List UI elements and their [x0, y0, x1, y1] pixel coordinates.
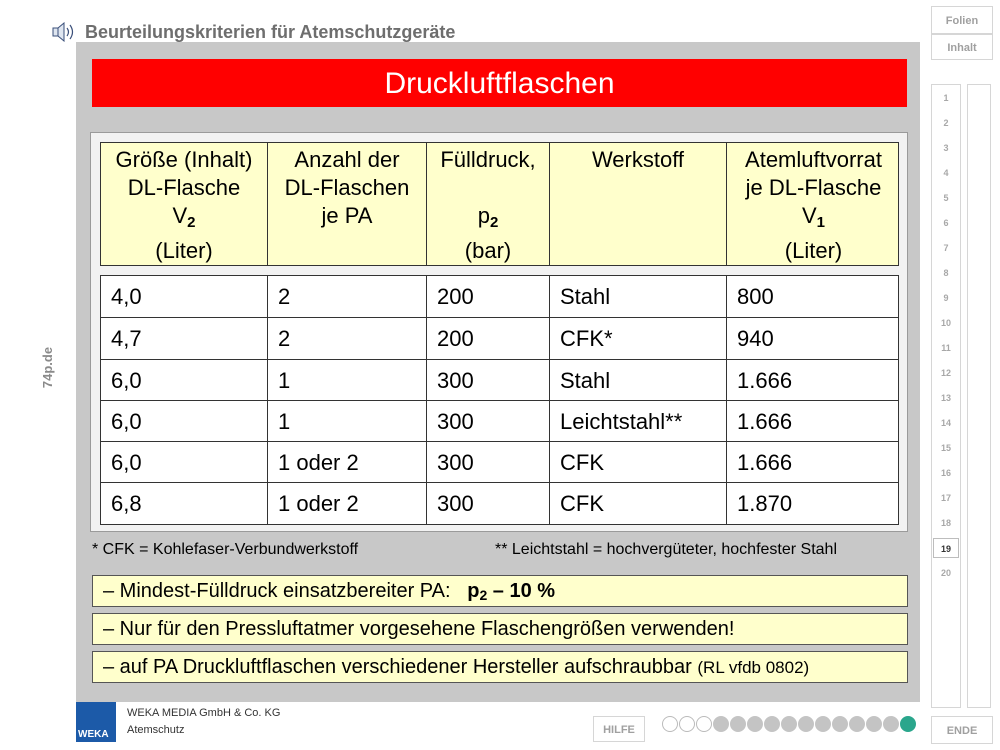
progress-dot[interactable]: [730, 716, 746, 732]
slide-link-16[interactable]: 16: [940, 468, 951, 478]
table-row: [101, 317, 898, 358]
footer-subject: Atemschutz: [127, 724, 185, 736]
header-cell-size: Größe (Inhalt) DL-Flasche $V_2$ (Liter): [115, 147, 253, 263]
slide-link-4[interactable]: 4: [943, 168, 949, 178]
table-cell: Stahl: [549, 276, 726, 317]
table-cell: 6,0: [111, 408, 142, 434]
progress-dot[interactable]: [696, 716, 712, 732]
slide-number-list: [931, 84, 961, 708]
table-cell: 1.666: [726, 401, 900, 442]
table-body: [100, 275, 899, 525]
note-min-pressure: – Mindest-Fülldruck einsatzbereiter PA: $p_2 - 10$ %: [92, 575, 908, 607]
table-row: [101, 400, 898, 441]
table-cell: 6,0: [111, 367, 142, 393]
table-cell: 6,8: [111, 491, 142, 517]
slide-link-8[interactable]: 8: [943, 268, 949, 278]
progress-dot[interactable]: [713, 716, 729, 732]
slide-link-19-current[interactable]: 19: [933, 538, 959, 558]
slide-link-18[interactable]: 18: [940, 518, 951, 528]
slide-progress: [662, 716, 916, 734]
header-cell-air-supply: Atemluftvorrat je DL-Flasche $V_1$ (Liter): [726, 143, 900, 265]
table-cell: Stahl: [549, 360, 726, 401]
table-cell: CFK*: [549, 318, 726, 359]
table-cell: 4,7: [111, 326, 142, 352]
progress-dot[interactable]: [747, 716, 763, 732]
table-cell: 1.666: [726, 360, 900, 401]
slide-link-10[interactable]: 10: [940, 318, 951, 328]
footnote-leichtstahl: ** Leichtstahl = hochvergüteter, hochfester Stahl: [495, 541, 837, 558]
table-cell: 1.870: [726, 483, 900, 524]
table-cell: 1 oder 2: [267, 483, 426, 524]
table-cell: 1 oder 2: [267, 442, 426, 483]
table-cell: 200: [426, 276, 549, 317]
slide-link-13[interactable]: 13: [940, 393, 951, 403]
table-row: [101, 359, 898, 400]
slide-link-3[interactable]: 3: [943, 143, 949, 153]
progress-dot[interactable]: [764, 716, 780, 732]
slide-link-20[interactable]: 20: [940, 568, 951, 578]
footnote-cfk: * CFK = Kohlefaser-Verbundwerkstoff: [92, 541, 359, 558]
progress-dot[interactable]: [679, 716, 695, 732]
progress-dot[interactable]: [798, 716, 814, 732]
slide-link-5[interactable]: 5: [943, 193, 949, 203]
scroll-track[interactable]: [967, 84, 991, 708]
weka-logo: WEKA: [76, 702, 116, 742]
inhalt-button[interactable]: Inhalt: [931, 34, 993, 60]
progress-dot[interactable]: [815, 716, 831, 732]
slide-link-15[interactable]: 15: [940, 443, 951, 453]
ende-button[interactable]: ENDE: [931, 716, 993, 744]
header-cell-material: Werkstoff: [549, 143, 726, 265]
progress-dot[interactable]: [781, 716, 797, 732]
table-header: [100, 142, 899, 266]
table-cell: 300: [426, 360, 549, 401]
table-cell: 2: [267, 318, 426, 359]
slide-link-11[interactable]: 11: [941, 343, 951, 353]
progress-dot[interactable]: [832, 716, 848, 732]
note-cylinder-sizes: – Nur für den Pressluftatmer vorgesehene Flaschengrößen verwenden!: [92, 613, 908, 645]
progress-dot[interactable]: [866, 716, 882, 732]
header-cell-count: Anzahl der DL-Flaschen je PA: [267, 143, 426, 265]
table-cell: Leichtstahl**: [549, 401, 726, 442]
folien-button[interactable]: Folien: [931, 6, 993, 34]
slide-link-9[interactable]: 9: [943, 293, 949, 303]
table-cell: 200: [426, 318, 549, 359]
slide-link-6[interactable]: 6: [943, 218, 949, 228]
progress-dot[interactable]: [883, 716, 899, 732]
slide-link-17[interactable]: 17: [940, 493, 951, 503]
table-cell: 940: [726, 318, 900, 359]
slide-title: Druckluftflaschen: [92, 59, 907, 107]
slide-link-7[interactable]: 7: [943, 243, 949, 253]
header-cell-pressure: Fülldruck, $p_2$ (bar): [426, 143, 549, 265]
table-cell: 6,0: [111, 450, 142, 476]
progress-dot-current[interactable]: [900, 716, 916, 732]
note-manufacturers: – auf PA Druckluftflaschen verschiedener Hersteller aufschraubbar (RL vfdb 0802): [92, 651, 908, 683]
table-cell: 800: [726, 276, 900, 317]
slide-link-12[interactable]: 12: [940, 368, 951, 378]
table-row: [101, 482, 898, 523]
progress-dot[interactable]: [849, 716, 865, 732]
table-cell: 300: [426, 442, 549, 483]
table-cell: 1: [267, 360, 426, 401]
table-cell: 4,0: [111, 284, 142, 309]
slide-link-14[interactable]: 14: [940, 418, 951, 428]
table-cell: 300: [426, 401, 549, 442]
table-cell: CFK: [549, 442, 726, 483]
hilfe-button[interactable]: HILFE: [593, 716, 645, 742]
table-row: [101, 276, 898, 317]
page-title: Beurteilungskriterien für Atemschutzgeräte: [85, 22, 456, 42]
footer-company: WEKA MEDIA GmbH & Co. KG: [127, 707, 281, 719]
progress-dot[interactable]: [662, 716, 678, 732]
table-row: [101, 441, 898, 482]
table-cell: 1: [267, 401, 426, 442]
speaker-icon[interactable]: [52, 22, 78, 42]
table-cell: 300: [426, 483, 549, 524]
table-cell: CFK: [549, 483, 726, 524]
slide-link-2[interactable]: 2: [943, 118, 949, 128]
side-watermark: 74p.de: [40, 346, 56, 389]
table-cell: 1.666: [726, 442, 900, 483]
table-cell: 2: [267, 276, 426, 317]
slide-link-1[interactable]: 1: [943, 93, 949, 103]
